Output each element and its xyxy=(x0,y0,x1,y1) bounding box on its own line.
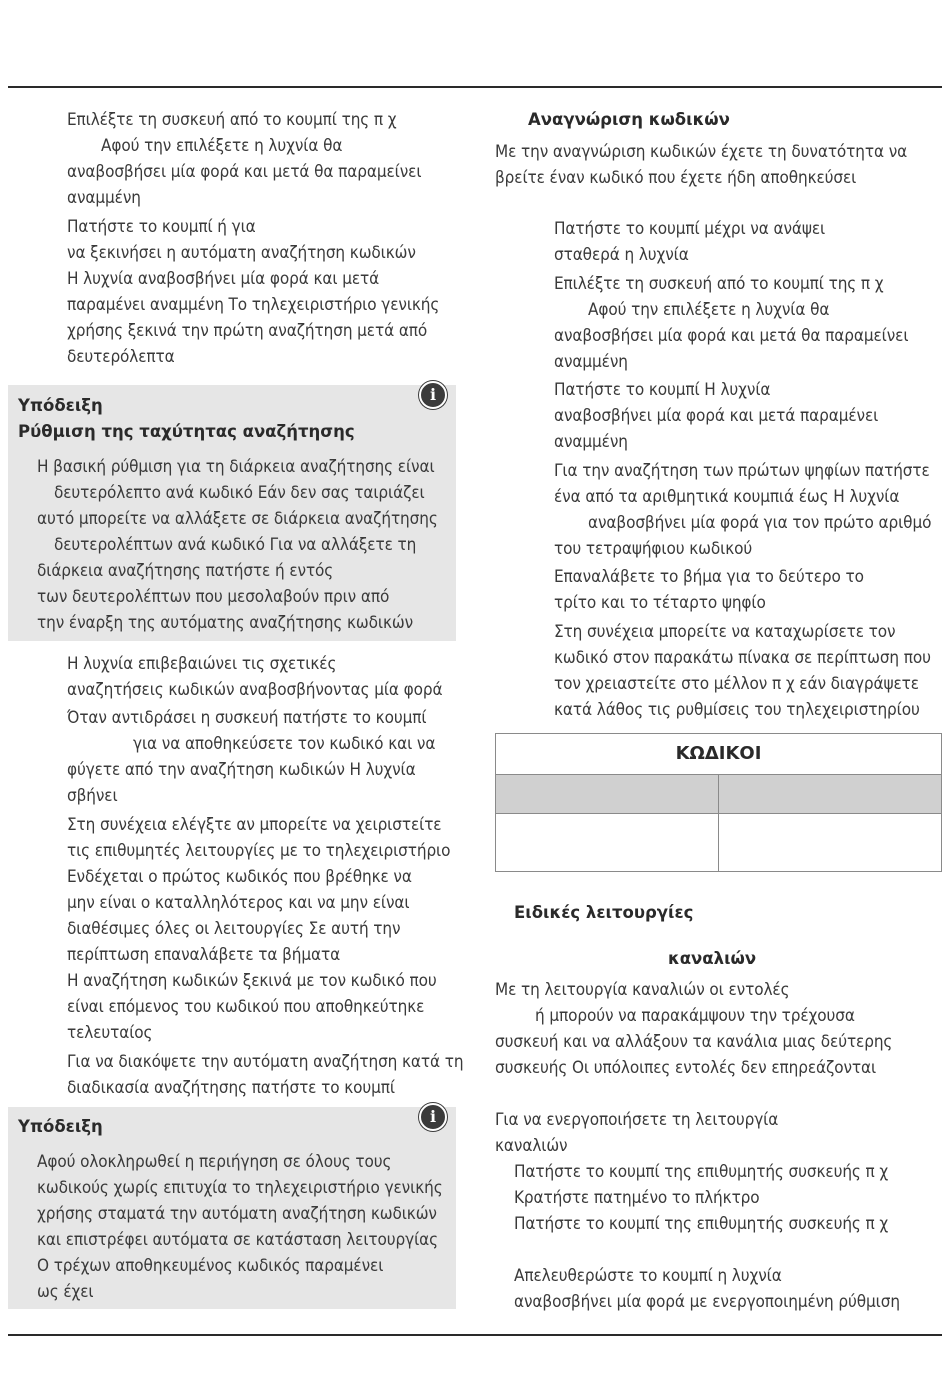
text-line: Επαναλάβετε το βήμα για το δεύτερο το xyxy=(554,567,864,587)
text-line: διαθέσιμες όλες οι λειτουργίες Σε αυτή την xyxy=(67,919,401,939)
text-line: κατά λάθος τις ρυθμίσεις του τηλεχειριστηρίου xyxy=(554,700,920,720)
text-line: Κρατήστε πατημένο το πλήκτρο xyxy=(514,1188,760,1208)
info-icon: i xyxy=(419,1103,447,1131)
text-line: Πατήστε το κουμπί ή για xyxy=(67,217,256,237)
text-line: ένα από τα αριθμητικά κουμπιά έως Η λυχνία xyxy=(554,487,900,507)
text-line: Πατήστε το κουμπί μέχρι να ανάψει xyxy=(554,219,826,239)
text-line: κωδικούς χωρίς επιτυχία το τηλεχειριστήριο γενικής xyxy=(37,1178,443,1198)
text-line: αυτό μπορείτε να αλλάξετε σε διάρκεια αναζήτησης xyxy=(37,509,438,529)
text-line: των δευτερολέπτων που μεσολαβούν πριν από xyxy=(37,587,390,607)
text-line: Για να ενεργοποιήσετε τη λειτουργία xyxy=(495,1110,779,1130)
text-line: συσκευή και να αλλάξουν τα κανάλια μιας δεύτερης xyxy=(495,1032,893,1052)
text-line: Όταν αντιδράσει η συσκευή πατήστε το κουμπί xyxy=(67,708,427,728)
text-line: για να αποθηκεύσετε τον κωδικό και να xyxy=(133,734,436,754)
text-line: είναι επόμενος του κωδικού που αποθηκεύτηκε xyxy=(67,997,425,1017)
text-line: Απελευθερώστε το κουμπί η λυχνία xyxy=(514,1266,782,1286)
text-line: Στη συνέχεια μπορείτε να καταχωρίσετε τον xyxy=(554,622,896,642)
text-line: Πατήστε το κουμπί Η λυχνία xyxy=(554,380,771,400)
text-line: αναβοσβήνει μία φορά για τον πρώτο αριθμό xyxy=(588,513,932,533)
text-line: δευτερόλεπτο ανά κωδικό Εάν δεν σας ταιριάζει xyxy=(54,483,425,503)
section-title-code-recognition: Αναγνώριση κωδικών xyxy=(528,110,730,129)
text-line: μην είναι ο καταλληλότερος και να μην είναι xyxy=(67,893,410,913)
text-line: Στη συνέχεια ελέγξτε αν μπορείτε να χειριστείτε xyxy=(67,815,442,835)
section-subtitle-channels: καναλιών xyxy=(668,949,757,968)
text-line: του τετραψήφιου κωδικού xyxy=(554,539,753,559)
text-line: Ο τρέχων αποθηκευμένος κωδικός παραμένει xyxy=(37,1256,384,1276)
text-line: την έναρξη της αυτόματης αναζήτησης κωδικών xyxy=(37,613,414,633)
text-line: Η αναζήτηση κωδικών ξεκινά με τον κωδικό που xyxy=(67,971,437,991)
text-line: βρείτε έναν κωδικό που έχετε ήδη αποθηκεύσει xyxy=(495,168,857,188)
note-subtitle: Ρύθμιση της ταχύτητας αναζήτησης xyxy=(18,422,355,441)
text-line: Πατήστε το κουμπί της επιθυμητής συσκευής π χ xyxy=(514,1214,889,1234)
text-line: χρήσης ξεκινά την πρώτη αναζήτηση μετά από xyxy=(67,321,428,341)
codes-table xyxy=(495,733,942,872)
text-line: τρίτο και το τέταρτο ψηφίο xyxy=(554,593,766,613)
section-title-special-functions: Ειδικές λειτουργίες xyxy=(514,903,694,922)
text-line: να ξεκινήσει η αυτόματη αναζήτηση κωδικών xyxy=(67,243,416,263)
text-line: κωδικό στον παρακάτω πίνακα σε περίπτωση που xyxy=(554,648,931,668)
note-title: Υπόδειξη xyxy=(18,396,103,415)
text-line: Με την αναγνώριση κωδικών έχετε τη δυνατότητα να xyxy=(495,142,908,162)
text-line: παραμένει αναμμένη Το τηλεχειριστήριο γενικής xyxy=(67,295,440,315)
text-line: σβήνει xyxy=(67,786,118,806)
info-icon: i xyxy=(419,381,447,409)
text-line: Η λυχνία επιβεβαιώνει τις σχετικές xyxy=(67,654,337,674)
text-line: αναζητήσεις κωδικών αναβοσβήνοντας μία φορά xyxy=(67,680,443,700)
text-line: αναμμένη xyxy=(554,432,628,452)
text-line: Ενδέχεται ο πρώτος κωδικός που βρέθηκε να xyxy=(67,867,412,887)
text-line: τις επιθυμητές λειτουργίες με το τηλεχειριστήριο xyxy=(67,841,451,861)
text-line: τον χρειαστείτε στο μέλλον π χ εάν διαγράψετε xyxy=(554,674,919,694)
text-line: σταθερά η λυχνία xyxy=(554,245,689,265)
text-line: αναμμένη xyxy=(554,352,628,372)
note-title: Υπόδειξη xyxy=(18,1117,103,1136)
text-line: δευτερολέπτων ανά κωδικό Για να αλλάξετε τη xyxy=(54,535,417,555)
text-line: χρήσης σταματά την αυτόματη αναζήτηση κωδικών xyxy=(37,1204,437,1224)
text-line: αναβοσβήνει μία φορά με ενεργοποιημένη ρύθμιση xyxy=(514,1292,900,1312)
text-line: Η λυχνία αναβοσβήνει μία φορά και μετά xyxy=(67,269,380,289)
text-line: διάρκεια αναζήτησης πατήστε ή εντός xyxy=(37,561,334,581)
text-line: Για την αναζήτηση των πρώτων ψηφίων πατήστε xyxy=(554,461,930,481)
text-line: αναμμένη xyxy=(67,188,141,208)
text-line: και επιστρέφει αυτόματα σε κατάσταση λειτουργίας xyxy=(37,1230,439,1250)
text-line: καναλιών xyxy=(495,1136,568,1156)
text-line: Αφού την επιλέξετε η λυχνία θα xyxy=(588,300,830,320)
text-line: Με τη λειτουργία καναλιών οι εντολές xyxy=(495,980,790,1000)
top-rule xyxy=(8,86,942,88)
text-line: ή μπορούν να παρακάμψουν την τρέχουσα xyxy=(535,1006,855,1026)
text-line: αναβοσβήνει μία φορά και μετά παραμένει xyxy=(554,406,879,426)
codes-table-column-divider xyxy=(718,774,719,871)
text-line: Πατήστε το κουμπί της επιθυμητής συσκευής π χ xyxy=(514,1162,889,1182)
text-line: Αφού ολοκληρωθεί η περιήγηση σε όλους τους xyxy=(37,1152,392,1172)
text-line: αναβοσβήσει μία φορά και μετά θα παραμείνει xyxy=(67,162,422,182)
text-line: Για να διακόψετε την αυτόματη αναζήτηση κατά τη xyxy=(67,1052,464,1072)
text-line: Η βασική ρύθμιση για τη διάρκεια αναζήτησης είναι xyxy=(37,457,435,477)
text-line: Επιλέξτε τη συσκευή από το κουμπί της π χ xyxy=(67,110,397,130)
text-line: συσκευής Οι υπόλοιπες εντολές δεν επηρεάζονται xyxy=(495,1058,877,1078)
codes-table-title: ΚΩΔΙΚΟΙ xyxy=(496,734,941,775)
text-line: αναβοσβήσει μία φορά και μετά θα παραμείνει xyxy=(554,326,909,346)
text-line: δευτερόλεπτα xyxy=(67,347,175,367)
text-line: διαδικασία αναζήτησης πατήστε το κουμπί xyxy=(67,1078,395,1098)
text-line: περίπτωση επαναλάβετε τα βήματα xyxy=(67,945,341,965)
text-line: τελευταίος xyxy=(67,1023,153,1043)
text-line: Αφού την επιλέξετε η λυχνία θα xyxy=(101,136,343,156)
text-line: ως έχει xyxy=(37,1282,94,1302)
text-line: Επιλέξτε τη συσκευή από το κουμπί της π χ xyxy=(554,274,884,294)
text-line: φύγετε από την αναζήτηση κωδικών Η λυχνία xyxy=(67,760,416,780)
bottom-rule xyxy=(8,1334,942,1336)
